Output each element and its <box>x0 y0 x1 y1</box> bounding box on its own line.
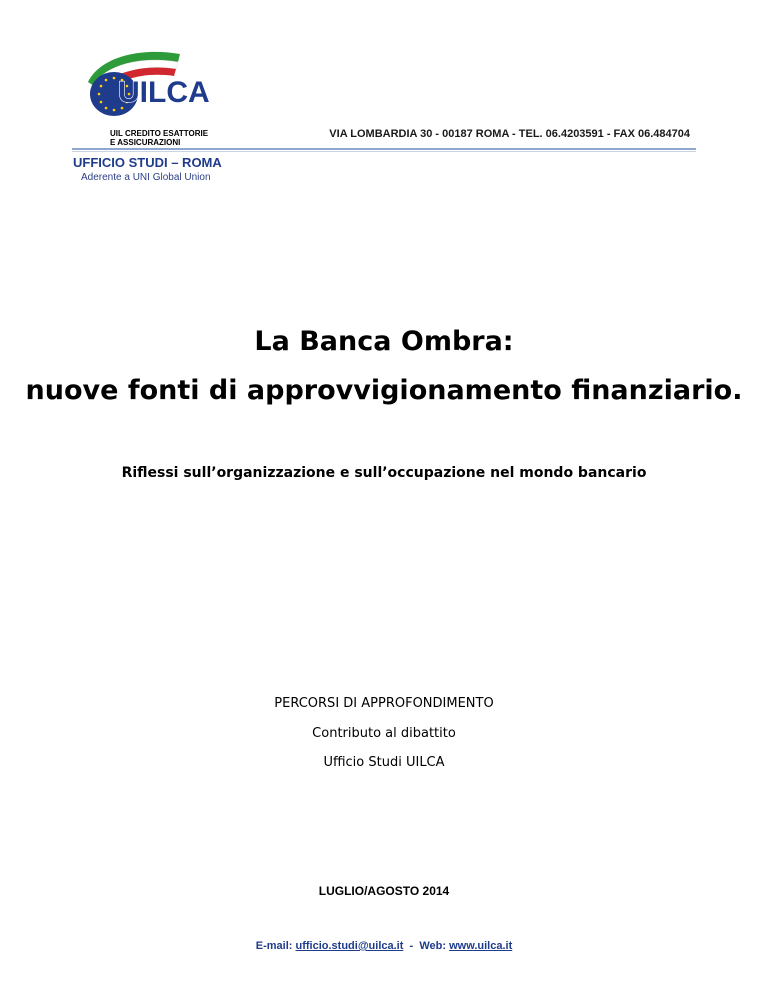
affiliation-note: Aderente a UNI Global Union <box>81 172 211 183</box>
document-title-line-2: nuove fonti di approvvigionamento finanziario. <box>25 375 743 406</box>
email-link[interactable]: ufficio.studi@uilca.it <box>295 940 404 952</box>
web-link[interactable]: www.uilca.it <box>449 940 513 952</box>
org-name-line-1: UIL CREDITO ESATTORIE <box>110 129 209 138</box>
publication-date: LUGLIO/AGOSTO 2014 <box>318 884 450 898</box>
letterhead-rule <box>72 148 696 150</box>
series-label: PERCORSI DI APPROFONDIMENTO <box>274 696 494 711</box>
document-subtitle: Riflessi sull’organizzazione e sull’occupazione nel mondo bancario <box>121 465 647 481</box>
author-label: Ufficio Studi UILCA <box>323 755 445 770</box>
document-title-line-1: La Banca Ombra: <box>254 326 514 357</box>
letterhead-address: VIA LOMBARDIA 30 - 00187 ROMA - TEL. 06.4203591 - FAX 06.484704 <box>329 128 690 140</box>
web-label: Web: <box>419 940 447 952</box>
department-name: UFFICIO STUDI – ROMA <box>73 155 222 170</box>
org-name-line-2: E ASSICURAZIONI <box>110 138 181 147</box>
svg-text:UILCA: UILCA <box>118 76 210 109</box>
footer-separator: - <box>409 940 414 952</box>
uilca-logo <box>80 42 230 122</box>
footer-contact <box>184 940 584 952</box>
letterhead-rule-thin <box>72 151 696 152</box>
contribution-label: Contributo al dibattito <box>312 726 456 741</box>
email-label: E-mail: <box>255 940 293 952</box>
